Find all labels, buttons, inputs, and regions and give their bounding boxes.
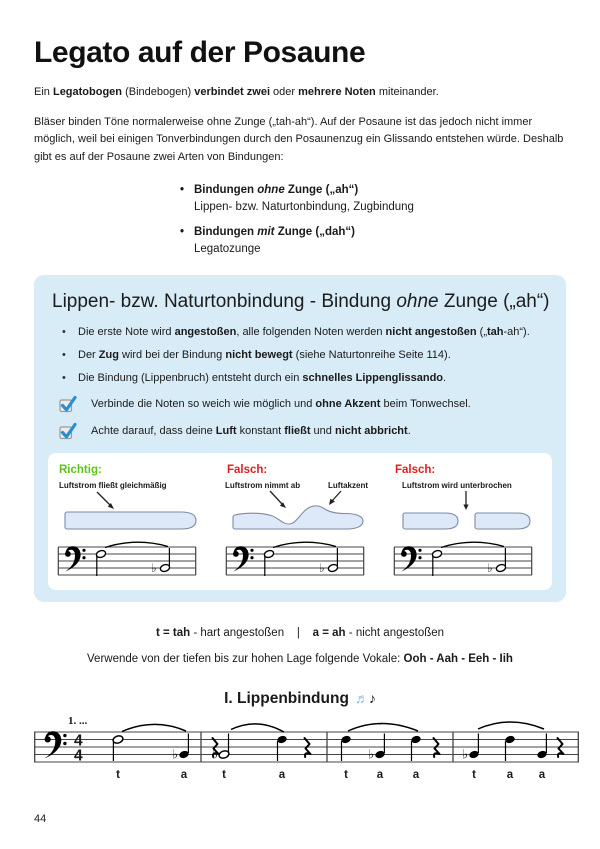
syllable: a (506, 768, 514, 781)
flat-sign: ♭ (368, 746, 375, 762)
bullet-sub-text: Lippen- bzw. Naturtonbindung, Zugbindung (194, 201, 414, 214)
status-label: Richtig: (59, 463, 102, 476)
bullet-icon: • (62, 372, 66, 385)
time-signature-bottom: 4 (74, 747, 83, 765)
caption-text: Luftstrom fließt gleichmäßig (59, 480, 167, 490)
point-text: Der Zug wird bei der Bindung nicht bewegt (siehe Naturtonreihe Seite 114). (78, 349, 451, 362)
exercise-score (34, 714, 566, 791)
syllable: a (180, 768, 188, 781)
info-box-points (62, 325, 552, 386)
airflow-shape (65, 512, 196, 529)
section-heading-text: I. Lippenbindung (224, 689, 349, 707)
caption-text: Luftakzent (328, 480, 368, 490)
list-item (62, 348, 552, 363)
bullet-icon: • (180, 184, 185, 197)
staff-notation (225, 539, 365, 581)
caption-text: Luftstrom nimmt ab (225, 480, 301, 490)
airflow-diagram-steady (57, 479, 207, 531)
arrow-icon (270, 491, 282, 504)
point-text: Die erste Note wird angestoßen, alle folgenden Noten werden nicht angestoßen („tah-ah“). (78, 326, 530, 339)
airflow-examples (48, 453, 552, 590)
bullet-icon: • (62, 349, 66, 362)
vowel-instruction: Verwende von der tiefen bis zur hohen Lage folgende Vokale: Ooh - Aah - Eeh - Iih (87, 652, 513, 665)
info-box (34, 275, 566, 602)
airflow-shape (403, 513, 458, 529)
page-number: 44 (34, 813, 47, 825)
time-signature-top: 4 (74, 732, 83, 750)
bullet-sub-text: Legatozunge (194, 243, 261, 256)
list-item (180, 226, 566, 255)
airflow-shape (475, 513, 530, 529)
arrow-icon (97, 492, 110, 505)
bullet-icon: • (62, 326, 66, 339)
section-heading (34, 690, 566, 708)
body-paragraph: Bläser binden Töne normalerweise ohne Zunge („tah-ah“). Auf der Posaune ist das jedoch nicht immer möglich, weil bei einigen Tonverbindungen durch den Posaunenzug ein Glissando entstehen würde. Deshalb gibt es auf der Posaune zwei Arten von Bindungen: (34, 115, 564, 163)
tip-text: Verbinde die Noten so weich wie möglich und ohne Akzent beim Tonwechsel. (91, 397, 471, 410)
syllable: a (278, 768, 286, 781)
binding-types-list (180, 184, 566, 255)
status-label: Falsch: (227, 463, 268, 476)
bullet-title-text: Bindungen ohne Zunge („ah“) (194, 184, 359, 197)
bullet-title-text: Bindungen mit Zunge („dah“) (194, 226, 355, 239)
arrow-icon (332, 491, 341, 501)
syllable: a (376, 768, 384, 781)
syllable: a (412, 768, 420, 781)
list-item (180, 184, 566, 213)
tip-row (58, 395, 552, 413)
music-notes-icon: ♬♪ (354, 689, 376, 706)
page-title: Legato auf der Posaune (34, 36, 366, 69)
list-item (62, 325, 552, 340)
syllable: t (472, 768, 476, 781)
staff-notation (393, 539, 533, 581)
bullet-icon: • (180, 226, 185, 239)
staff-notation (57, 539, 197, 581)
info-box-title: Lippen- bzw. Naturtonbindung - Bindung ohne Zunge („ah“) (52, 291, 550, 313)
tip-text: Achte darauf, dass deine Luft konstant fließt und nicht abbricht. (91, 424, 411, 437)
caption-text: Luftstrom wird unterbrochen (402, 480, 512, 490)
syllable: t (116, 768, 120, 781)
syllable: a (538, 768, 546, 781)
airflow-column-decreasing (225, 464, 375, 581)
arrow-icon (463, 504, 468, 510)
syllable: t (344, 768, 348, 781)
arrow-icon (329, 499, 335, 505)
syllable: t (222, 768, 226, 781)
exercise-number: 1. ... (68, 714, 88, 727)
articulation-legend: t = tah - hart angestoßen | a = ah - nicht angestoßen (155, 626, 445, 639)
airflow-shape (233, 506, 363, 529)
airflow-column-interrupted (393, 464, 543, 581)
list-item (62, 371, 552, 386)
score-staff (34, 714, 579, 786)
airflow-diagram-accent (225, 479, 375, 531)
checkbox-checked-icon (58, 422, 78, 440)
checkbox-checked-icon (58, 395, 78, 413)
point-text: Die Bindung (Lippenbruch) entsteht durch ein schnelles Lippenglissando. (78, 372, 447, 385)
tip-row (58, 422, 552, 440)
status-label: Falsch: (395, 463, 436, 476)
intro-paragraph: Ein Legatobogen (Bindebogen) verbindet zwei oder mehrere Noten miteinander. (34, 86, 439, 98)
flat-sign: ♭ (462, 746, 469, 762)
flat-sign: ♭ (212, 746, 219, 762)
airflow-column-correct (57, 464, 207, 581)
airflow-diagram-interrupted (393, 479, 543, 531)
flat-sign: ♭ (172, 746, 179, 762)
